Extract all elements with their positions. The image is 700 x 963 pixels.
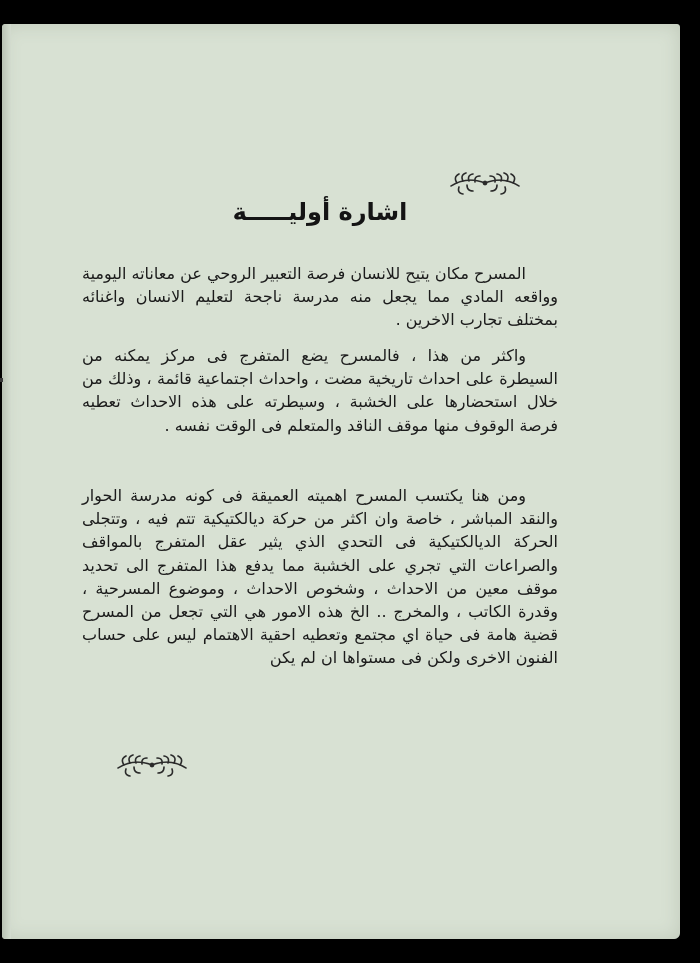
book-page: [2, 24, 680, 939]
paragraph-2-block: [82, 344, 558, 437]
paragraph: واكثر من هذا ، فالمسرح يضع المتفرج فى مركز يمكنه من السيطرة على احداث تاريخية مضت ، واحداث اجتماعية قائمة ، وذلك من خلال استحضارها على الخشبة ، وسيطرته على هذه الاحداث تعطيه فرصة الوقوف منها موقف الناقد والمتعلم فى الوقت نفسه .: [82, 346, 558, 435]
paragraph-3-block: [82, 484, 558, 670]
edge-mark: [0, 378, 3, 382]
leaf-garland-icon: [114, 752, 190, 778]
page-binding-edge: [2, 24, 11, 939]
paragraph-1-block: [82, 262, 558, 332]
paragraph: المسرح مكان يتيح للانسان فرصة التعبير الروحي عن معاناته اليومية وواقعه المادي مما يجعل منه مدرسة ناجحة لتعليم الانسان واغنائه بمختلف تجارب الاخرين .: [82, 264, 558, 330]
paragraph: ومن هنا يكتسب المسرح اهميته العميقة فى كونه مدرسة الحوار والنقد المباشر ، خاصة وان اكثر من حركة ديالكتيكية تتم فيه ، وتتجلى الحركة الديالكتيكية فى التحدي الذي يثير عقل المتفرج بالمواقف والصراعات التي تجري على الخشبة مما يدفع هذا المتفرج الى تحديد موقف معين من الاحداث ، وشخوص الاحداث ، وموضوع المسرحية ، وقدرة الكاتب ، والمخرج .. الخ هذه الامور هي التي تجعل من المسرح قضية هامة فى حياة اي مجتمع وتعطيه احقية الاهتمام ليس على حساب الفنون الاخرى ولكن فى مستواها ان لم يكن: [82, 486, 558, 668]
page-heading: اشارة أوليـــــة: [232, 198, 408, 226]
leaf-garland-icon: [447, 170, 523, 196]
